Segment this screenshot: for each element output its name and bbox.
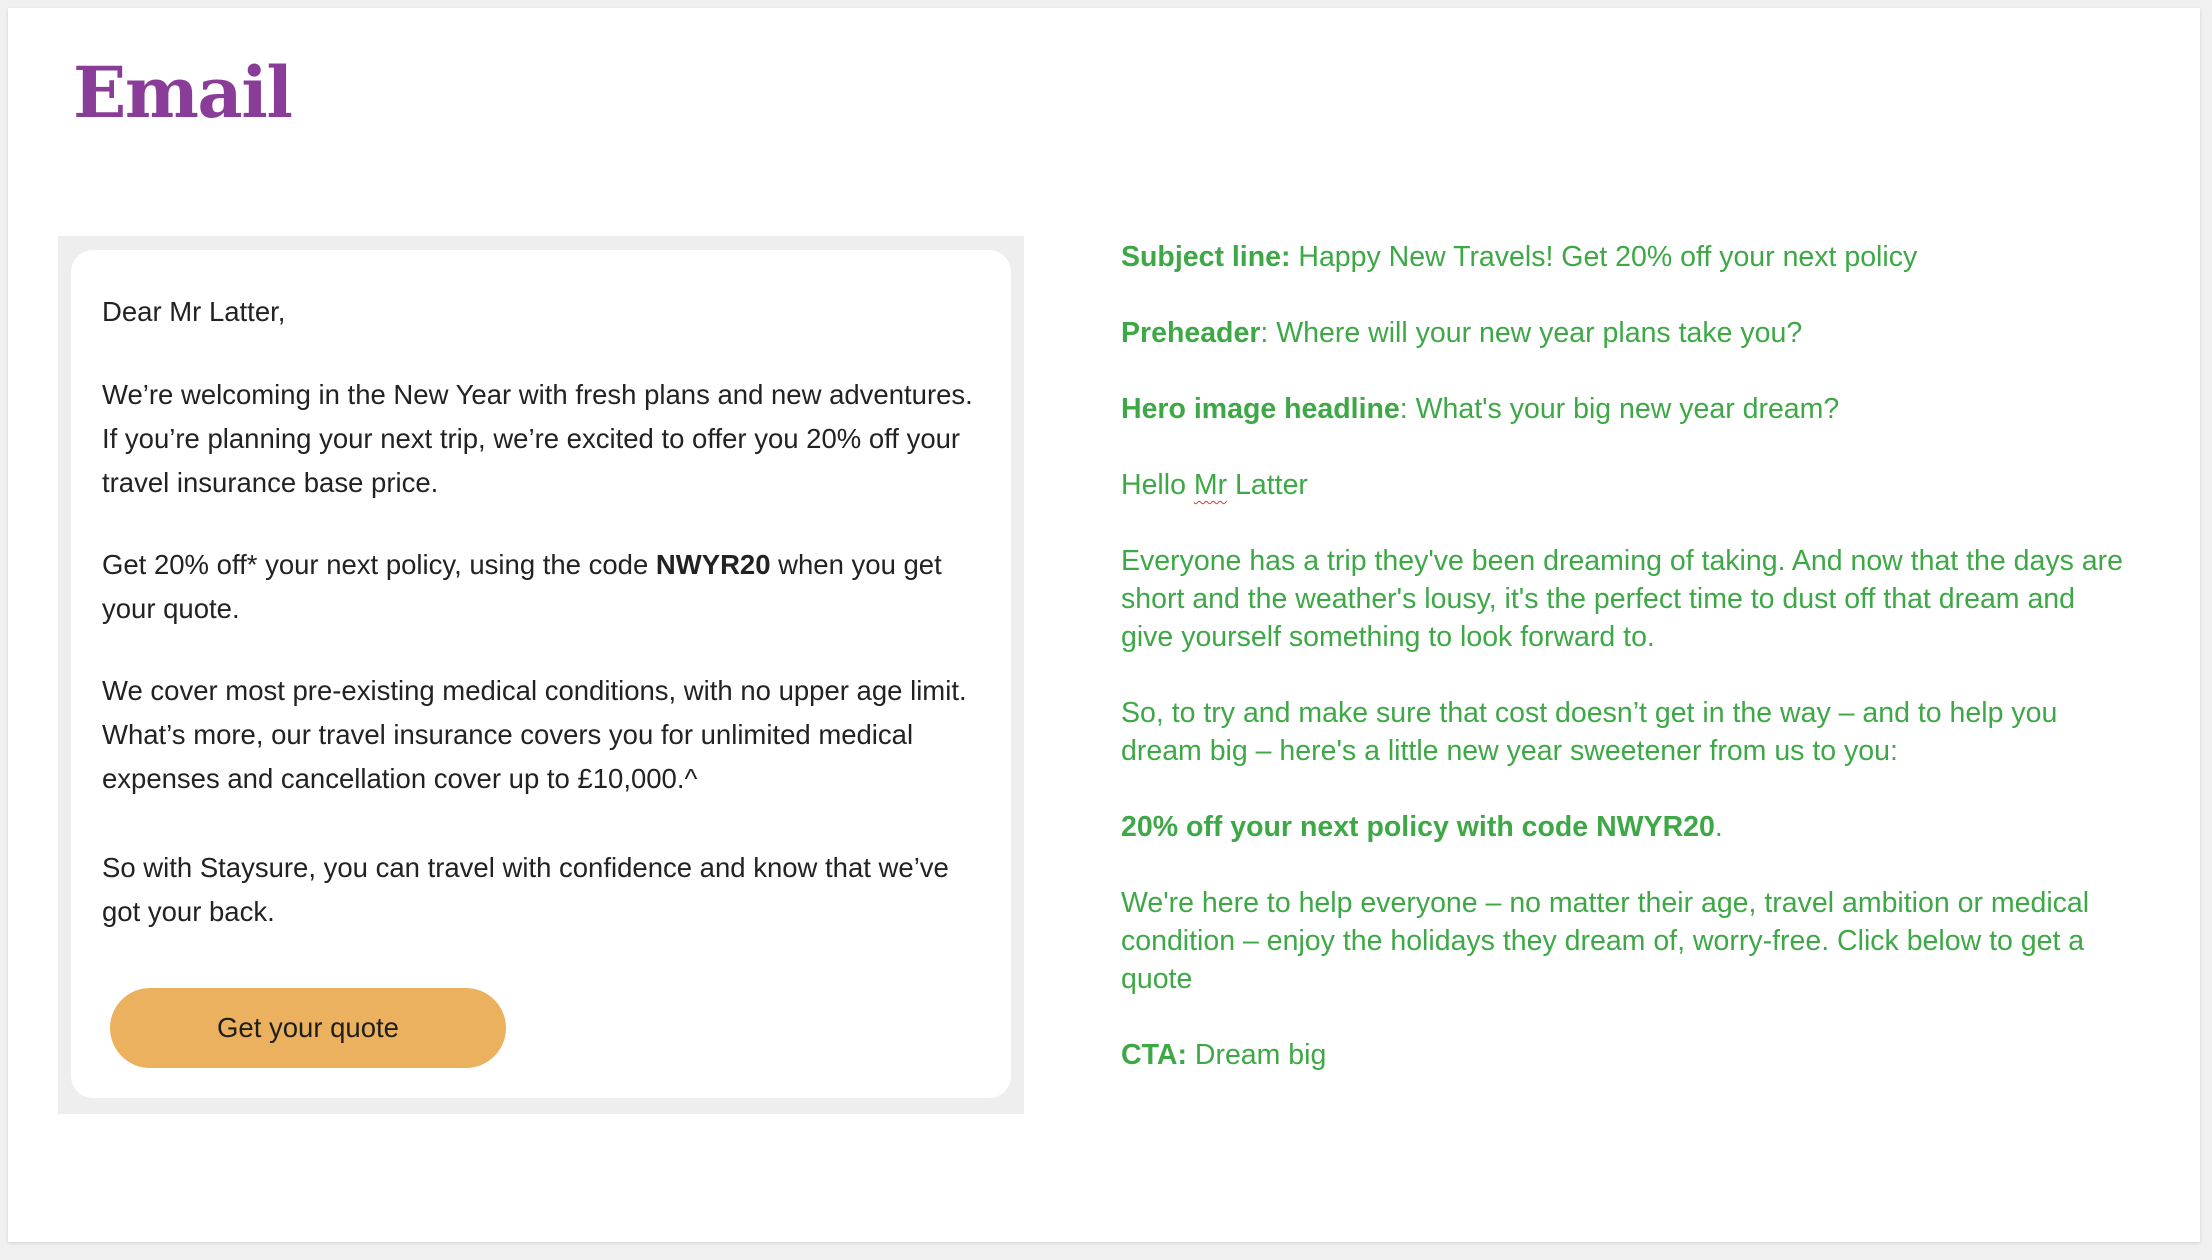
email-paragraph-intro: We’re welcoming in the New Year with fresh plans and new adventures. If you’re planning your next trip, we’re excited to offer you 20% off your travel insurance base price. [102, 379, 973, 498]
copy-offer-end: . [1714, 811, 1723, 843]
hero-headline [1121, 390, 2131, 428]
email-paragraph-offer [102, 543, 992, 631]
copy-offer [1121, 808, 2131, 846]
subject-line-text: Happy New Travels! Get 20% off your next policy [1290, 241, 1918, 273]
copy-body-dream: Everyone has a trip they've been dreaming of taking. And now that the days are short and the weather's lousy, it's the perfect time to dust off that dream and give yourself something to look forward to. [1121, 545, 2123, 653]
email-paragraph-closing: So with Staysure, you can travel with confidence and know that we’ve got your back. [102, 852, 949, 927]
preheader-text: : Where will your new year plans take you? [1260, 317, 1803, 349]
subject-line-label: Subject line: [1121, 241, 1291, 273]
email-copy-notes [1121, 238, 2131, 1112]
copy-cta-text: Dream big [1186, 1039, 1327, 1071]
hero-headline-text: : What's your big new year dream? [1399, 393, 1840, 425]
email-greeting: Dear Mr Latter, [102, 296, 286, 327]
offer-text-before: Get 20% off* your next policy, using the code [102, 549, 656, 580]
promo-code: NWYR20 [655, 549, 771, 580]
copy-offer-bold: 20% off your next policy with code NWYR20 [1121, 811, 1715, 843]
greeting-name: Latter [1227, 469, 1308, 501]
preheader [1121, 314, 2131, 352]
subject-line [1121, 238, 2131, 276]
slide-title: Email [73, 51, 292, 134]
copy-body-help: We're here to help everyone – no matter their age, travel ambition or medical condition – enjoy the holidays they dream of, worry-free. Click below to get a quote [1121, 887, 2090, 995]
email-body [102, 290, 992, 934]
copy-cta-label: CTA: [1121, 1039, 1187, 1071]
offer-text-after: when you get your quote. [102, 549, 942, 624]
greeting-prefix: Hello [1121, 469, 1194, 501]
copy-body-cost: So, to try and make sure that cost doesn’t get in the way – and to help you dream big – here's a little new year sweetener from us to you: [1121, 697, 2058, 767]
hero-headline-label: Hero image headline [1121, 393, 1400, 425]
email-paragraph-coverage: We cover most pre-existing medical conditions, with no upper age limit. What’s more, our travel insurance covers you for unlimited medical expenses and cancellation cover up to £10,000.^ [102, 675, 967, 794]
copy-greeting [1121, 466, 2131, 504]
email-preview-card [71, 250, 1011, 1098]
email-preview-frame [58, 236, 1024, 1114]
spellcheck-flagged-word: Mr [1193, 469, 1228, 501]
copy-cta [1121, 1036, 2131, 1074]
get-quote-button[interactable]: Get your quote [110, 988, 506, 1068]
slide [8, 8, 2200, 1242]
preheader-label: Preheader [1121, 317, 1261, 349]
